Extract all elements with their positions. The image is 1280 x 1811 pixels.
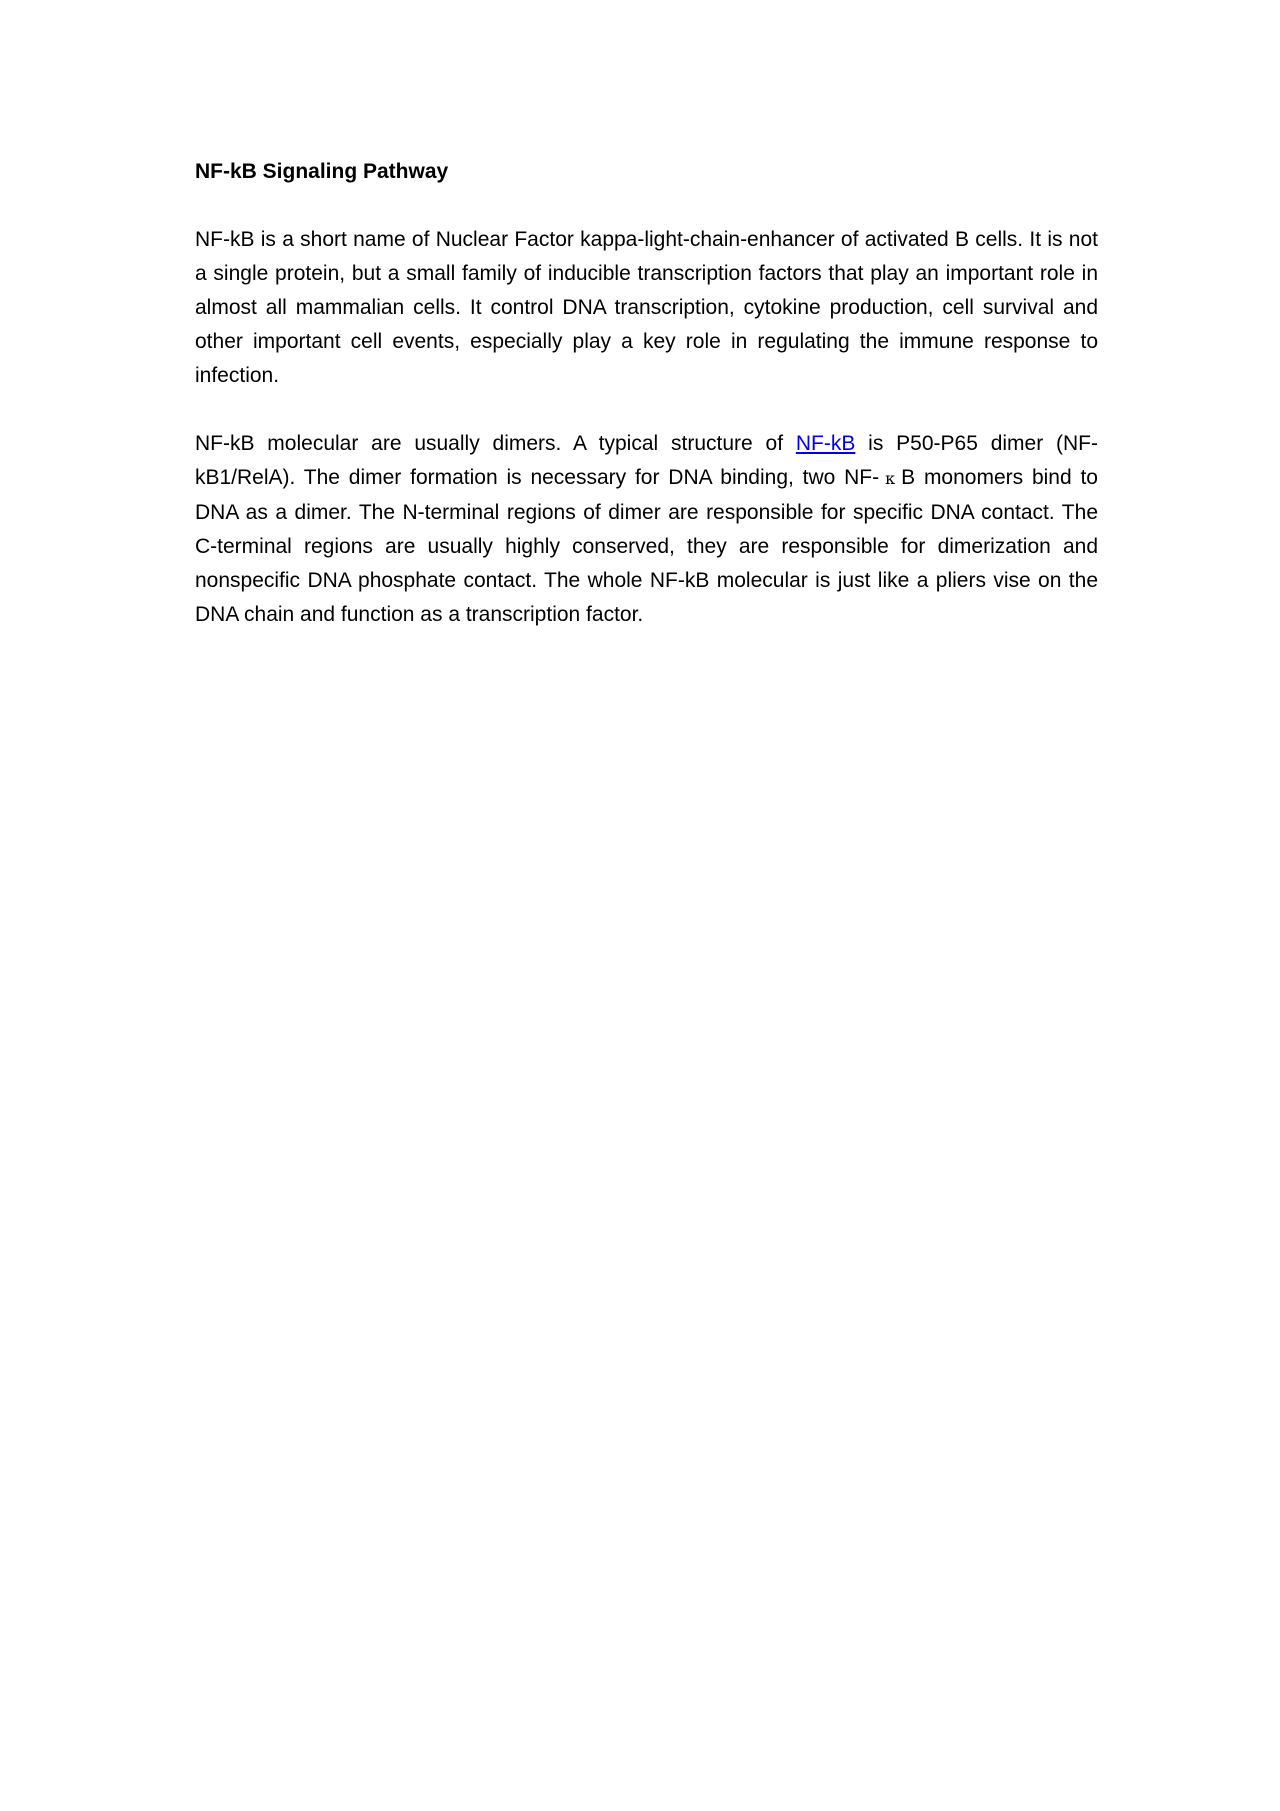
kappa-symbol: κ [885,469,896,488]
paragraph-structure-text-1: NF-kB molecular are usually dimers. A typical structure of [195,432,796,455]
paragraph-structure [195,427,1098,632]
nf-kb-link[interactable]: NF-kB [795,432,856,455]
document-body [195,155,1098,666]
paragraph-structure-text-3: B monomers bind to DNA as a dimer. The N-terminal regions of dimer are responsible for specific DNA contact. The C-terminal regions are usually highly conserved, they are responsible for dimerization and nonspecific DNA phosphate contact. The whole NF-kB molecular is just like a pliers vise on the DNA chain and function as a transcription factor. [195,466,1098,626]
paragraph-structure-text-2: is P50-P65 dimer (NF-kB1/RelA). The dimer formation is necessary for DNA binding, two NF- [195,432,1098,489]
document-title: NF-kB Signaling Pathway [195,160,449,183]
paragraph-intro: NF-kB is a short name of Nuclear Factor kappa-light-chain-enhancer of activated B cells. It is not a single protein, but a small family of inducible transcription factors that play an important role in almost all mammalian cells. It control DNA transcription, cytokine production, cell survival and other important cell events, especially play a key role in regulating the immune response to infection. [195,228,1098,387]
